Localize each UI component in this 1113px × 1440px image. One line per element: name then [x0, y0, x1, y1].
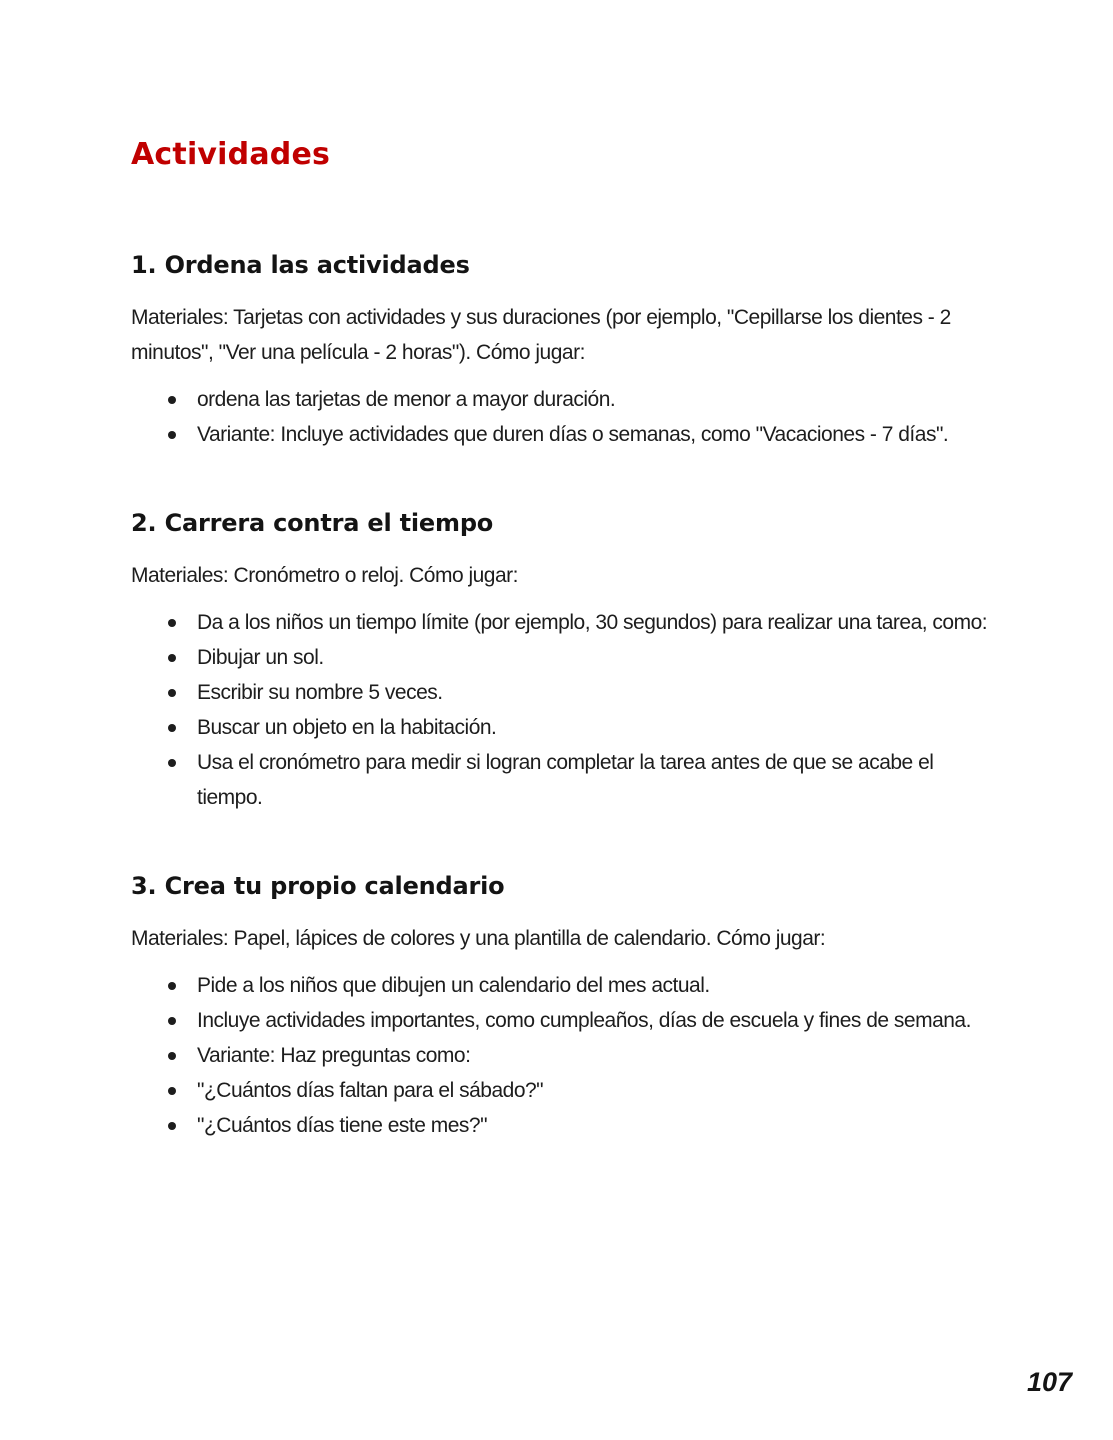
bullet-dot [168, 431, 176, 439]
list-item [131, 710, 991, 745]
bullet-dot [168, 1087, 176, 1095]
list-item-text: Incluye actividades importantes, como cumpleaños, días de escuela y fines de semana. [197, 1009, 971, 1032]
bullet-dot [168, 1052, 176, 1060]
page-number: 107 [1026, 1367, 1072, 1397]
list-item [131, 1038, 991, 1073]
list-item [131, 382, 991, 417]
list-item [131, 745, 991, 815]
list-item-text: Pide a los niños que dibujen un calendario del mes actual. [197, 974, 710, 997]
list-item-text: Variante: Haz preguntas como: [197, 1044, 471, 1067]
list-item [131, 417, 991, 452]
list-item [131, 605, 991, 640]
bullet-dot [168, 654, 176, 662]
section-1-materials-paragraph: Materiales: Tarjetas con actividades y sus duraciones (por ejemplo, "Cepillarse los dientes - 2 minutos", "Ver una película - 2 horas"). Cómo jugar: [131, 306, 951, 364]
list-item [131, 640, 991, 675]
list-item [131, 968, 991, 1003]
bullet-dot [168, 619, 176, 627]
bullet-dot [168, 1122, 176, 1130]
section-3-bullet-list [131, 968, 991, 1143]
list-item [131, 675, 991, 710]
bullet-dot [168, 982, 176, 990]
list-item-text: ordena las tarjetas de menor a mayor duración. [197, 388, 616, 411]
bullet-dot [168, 689, 176, 697]
page-content [131, 138, 991, 1143]
section-3-materials-paragraph: Materiales: Papel, lápices de colores y una plantilla de calendario. Cómo jugar: [131, 927, 826, 950]
list-item-text: "¿Cuántos días faltan para el sábado?" [197, 1079, 544, 1102]
list-item-text: "¿Cuántos días tiene este mes?" [197, 1114, 488, 1137]
bullet-dot [168, 396, 176, 404]
list-item [131, 1073, 991, 1108]
section-3-heading: 3. Crea tu propio calendario [131, 872, 505, 900]
list-item-text: Usa el cronómetro para medir si logran completar la tarea antes de que se acabe el tiempo. [197, 751, 934, 809]
section-1-heading: 1. Ordena las actividades [131, 251, 470, 279]
list-item-text: Buscar un objeto en la habitación. [197, 716, 497, 739]
section-2-heading: 2. Carrera contra el tiempo [131, 509, 494, 537]
list-item [131, 1108, 991, 1143]
section-1-bullet-list [131, 382, 991, 452]
section-2-materials-paragraph: Materiales: Cronómetro o reloj. Cómo jugar: [131, 564, 518, 587]
section-2-bullet-list [131, 605, 991, 815]
list-item-text: Escribir su nombre 5 veces. [197, 681, 443, 704]
list-item [131, 1003, 991, 1038]
bullet-dot [168, 759, 176, 767]
list-item-text: Da a los niños un tiempo límite (por ejemplo, 30 segundos) para realizar una tarea, como: [197, 611, 988, 634]
page-title: Actividades [131, 137, 331, 172]
bullet-dot [168, 1017, 176, 1025]
list-item-text: Variante: Incluye actividades que duren días o semanas, como "Vacaciones - 7 días". [197, 423, 949, 446]
list-item-text: Dibujar un sol. [197, 646, 324, 669]
bullet-dot [168, 724, 176, 732]
